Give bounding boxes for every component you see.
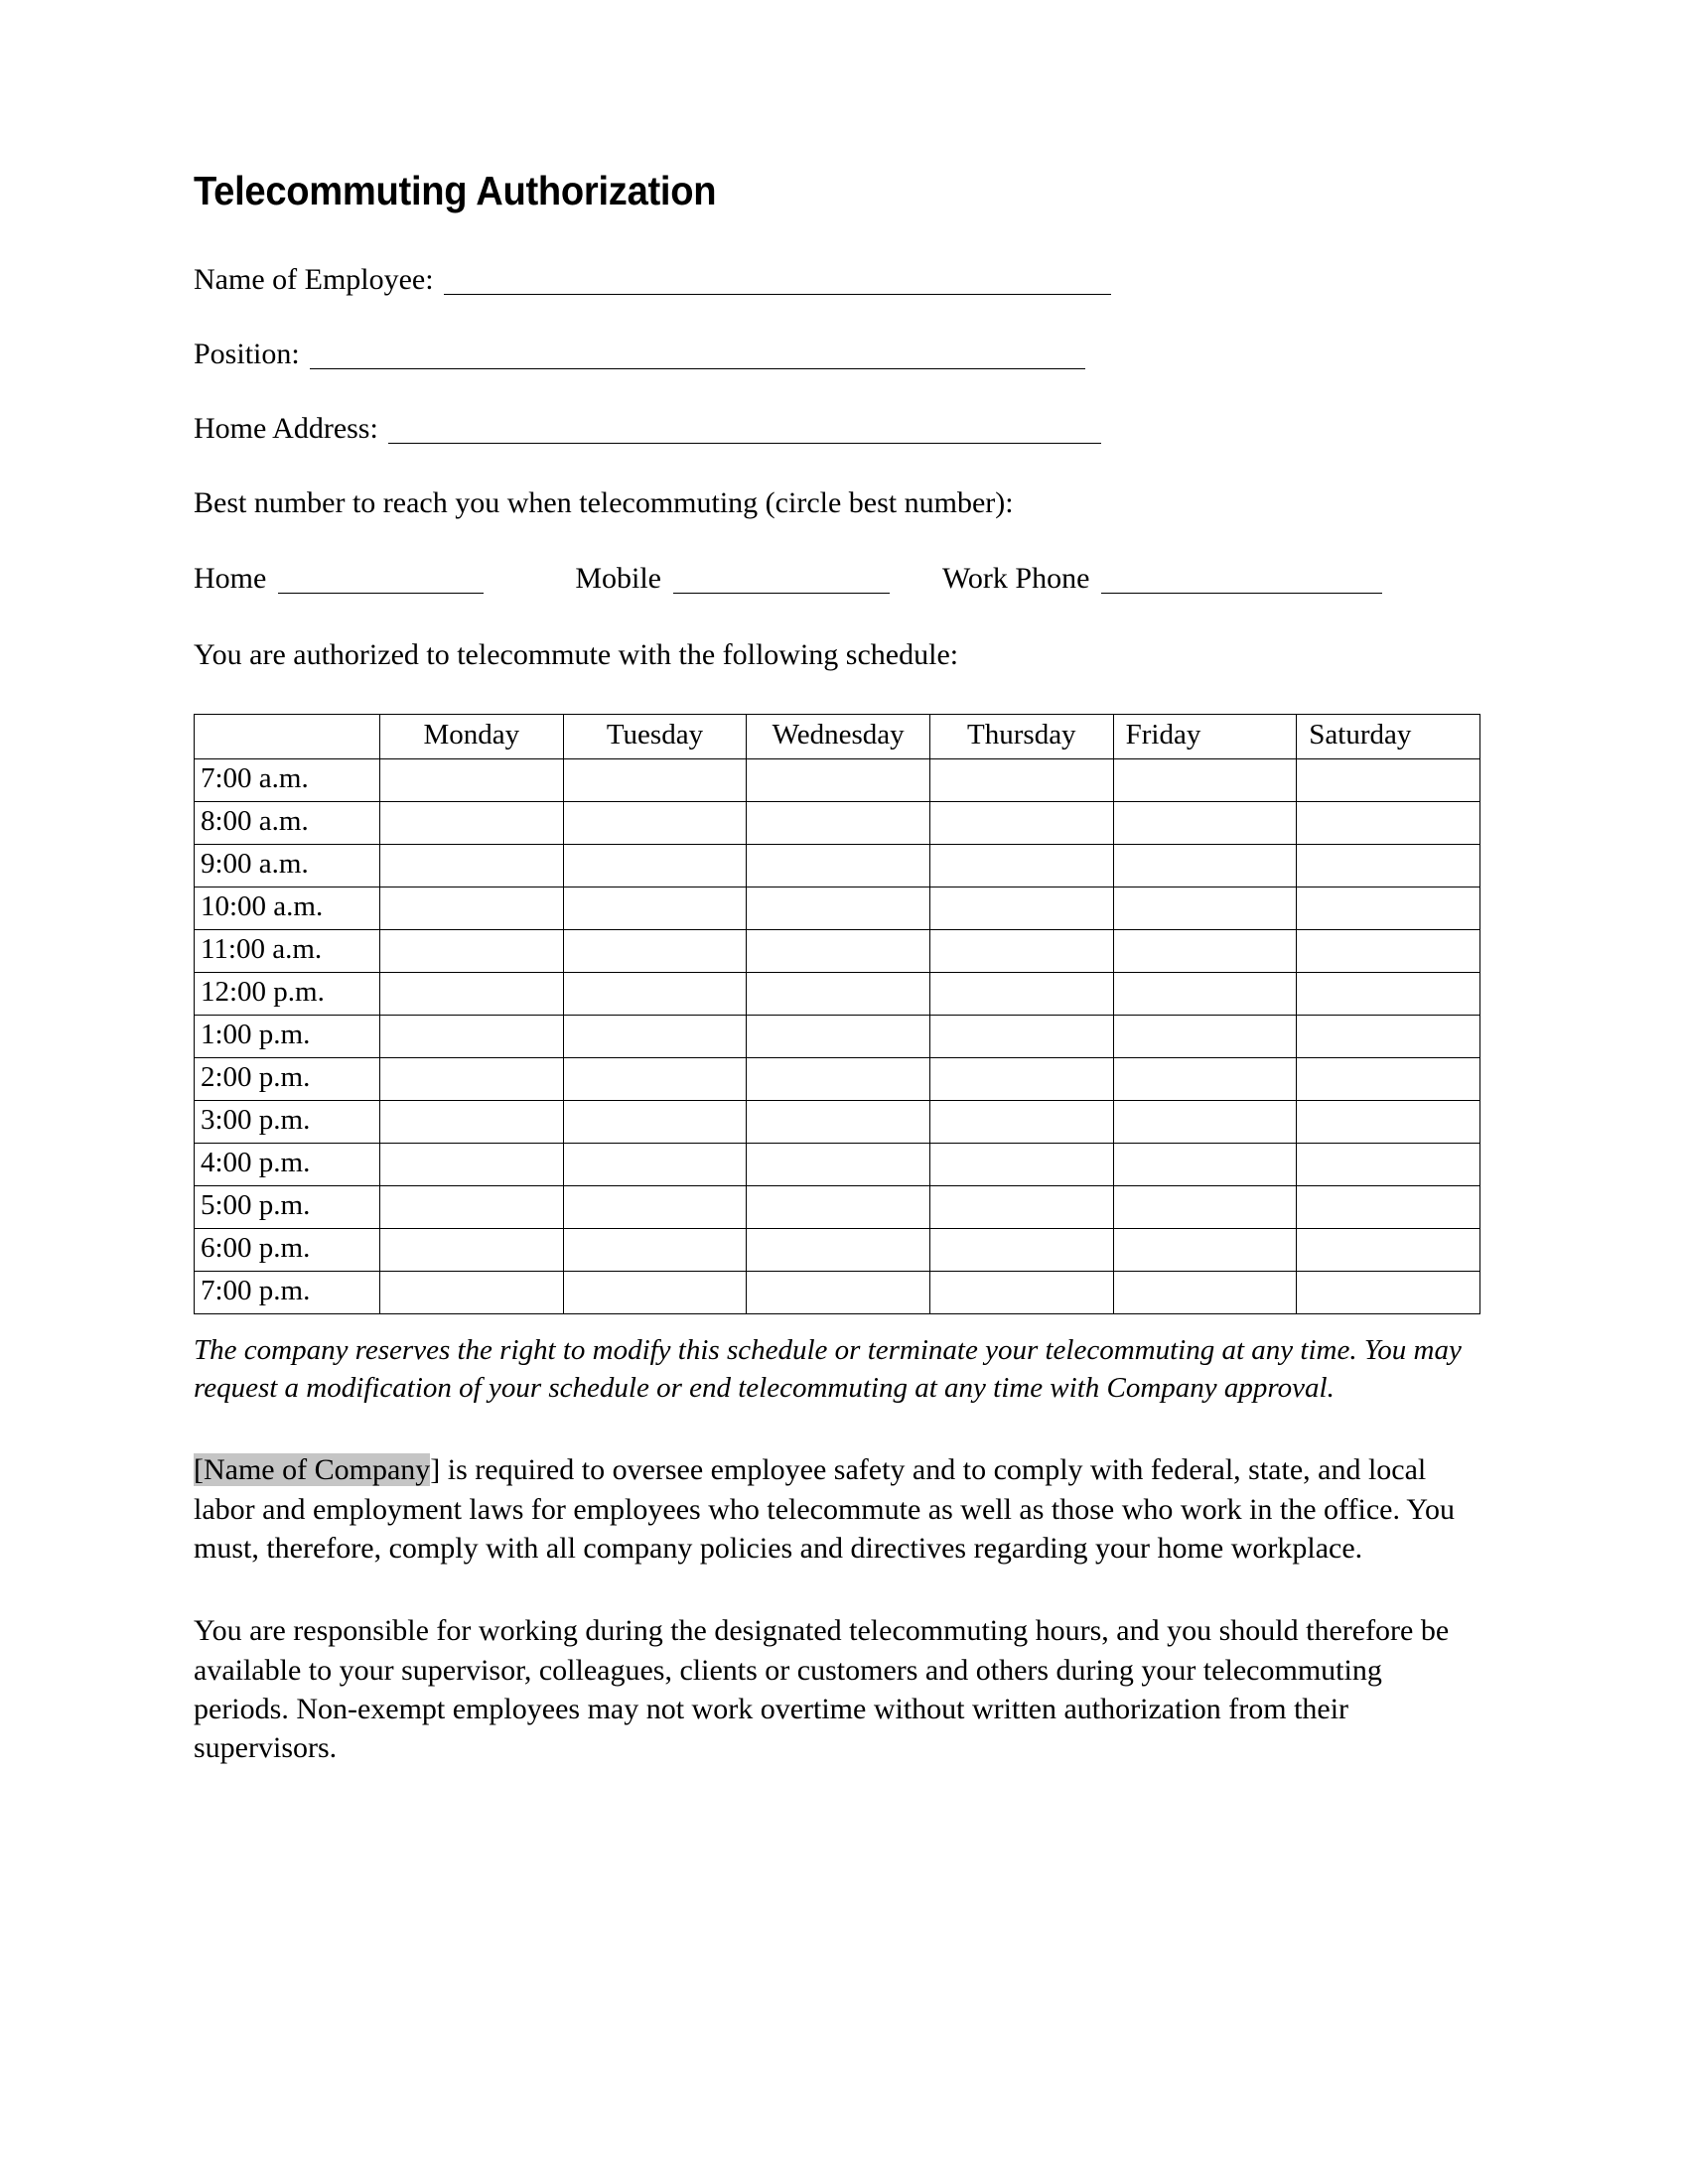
table-row: [195, 1272, 1480, 1314]
mobile-phone-label: Mobile: [575, 562, 661, 596]
schedule-slot-saturday-2[interactable]: [1297, 845, 1480, 887]
schedule-time-label: 1:00 p.m.: [195, 1016, 380, 1058]
schedule-slot-monday-10[interactable]: [380, 1186, 564, 1229]
field-label-name-of-employee: Name of Employee:: [194, 263, 434, 297]
schedule-slot-thursday-8[interactable]: [929, 1101, 1113, 1144]
schedule-time-label: 7:00 p.m.: [195, 1272, 380, 1314]
work-phone-group: [942, 564, 1382, 594]
table-row: [195, 845, 1480, 887]
schedule-time-label: 10:00 a.m.: [195, 887, 380, 930]
schedule-table-body: [195, 759, 1480, 1314]
table-row: [195, 1229, 1480, 1272]
schedule-slot-thursday-7[interactable]: [929, 1058, 1113, 1101]
table-row: [195, 930, 1480, 973]
schedule-slot-thursday-0[interactable]: [929, 759, 1113, 802]
field-row-name-of-employee: [194, 265, 1484, 295]
schedule-header-friday: Friday: [1113, 715, 1297, 759]
home-phone-group: [194, 564, 484, 594]
schedule-slot-friday-5[interactable]: [1113, 973, 1297, 1016]
home-address-input[interactable]: [388, 443, 1101, 444]
field-label-position: Position:: [194, 338, 300, 371]
schedule-slot-friday-2[interactable]: [1113, 845, 1297, 887]
field-label-home-address: Home Address:: [194, 412, 378, 446]
schedule-header-wednesday: Wednesday: [747, 715, 930, 759]
schedule-slot-thursday-4[interactable]: [929, 930, 1113, 973]
schedule-header-thursday: Thursday: [929, 715, 1113, 759]
schedule-slot-thursday-1[interactable]: [929, 802, 1113, 845]
table-row: [195, 1058, 1480, 1101]
schedule-time-label: 11:00 a.m.: [195, 930, 380, 973]
schedule-time-label: 9:00 a.m.: [195, 845, 380, 887]
table-row: [195, 973, 1480, 1016]
schedule-slot-friday-1[interactable]: [1113, 802, 1297, 845]
schedule-slot-monday-5[interactable]: [380, 973, 564, 1016]
schedule-slot-tuesday-11[interactable]: [563, 1229, 747, 1272]
schedule-slot-saturday-11[interactable]: [1297, 1229, 1480, 1272]
employee-responsibility-paragraph: You are responsible for working during the designated telecommuting hours, and you should therefore be available to your supervisor, colleagues, clients or customers and others during your telecommuting periods. Non-exempt employees may not work overtime without written authorization from their supervisors.: [194, 1614, 1450, 1765]
schedule-slot-tuesday-2[interactable]: [563, 845, 747, 887]
name-of-employee-input[interactable]: [444, 294, 1111, 295]
schedule-slot-saturday-9[interactable]: [1297, 1144, 1480, 1186]
schedule-slot-tuesday-8[interactable]: [563, 1101, 747, 1144]
schedule-slot-saturday-6[interactable]: [1297, 1016, 1480, 1058]
schedule-modification-note: The company reserves the right to modify this schedule or terminate your telecommuting at any time. You may request a modification of your schedule or end telecommuting at any time with Company approval.: [194, 1334, 1462, 1404]
schedule-slot-tuesday-1[interactable]: [563, 802, 747, 845]
schedule-slot-friday-10[interactable]: [1113, 1186, 1297, 1229]
company-paragraph-rest: ] is required to oversee employee safety and to comply with federal, state, and local labor and employment laws for employees who telecommute as well as those who work in the office. You must, therefore, comply with all company policies and directives regarding your home workplace.: [194, 1453, 1456, 1566]
schedule-slot-thursday-11[interactable]: [929, 1229, 1113, 1272]
schedule-slot-friday-11[interactable]: [1113, 1229, 1297, 1272]
phone-numbers-row: [194, 564, 1484, 594]
schedule-slot-saturday-0[interactable]: [1297, 759, 1480, 802]
schedule-slot-saturday-8[interactable]: [1297, 1101, 1480, 1144]
table-row: [195, 802, 1480, 845]
schedule-slot-wednesday-1[interactable]: [747, 802, 930, 845]
schedule-slot-friday-7[interactable]: [1113, 1058, 1297, 1101]
schedule-slot-monday-6[interactable]: [380, 1016, 564, 1058]
home-phone-label: Home: [194, 562, 267, 596]
schedule-slot-wednesday-4[interactable]: [747, 930, 930, 973]
schedule-time-label: 12:00 p.m.: [195, 973, 380, 1016]
schedule-slot-saturday-3[interactable]: [1297, 887, 1480, 930]
schedule-slot-tuesday-4[interactable]: [563, 930, 747, 973]
table-row: [195, 1186, 1480, 1229]
schedule-slot-saturday-10[interactable]: [1297, 1186, 1480, 1229]
schedule-slot-wednesday-7[interactable]: [747, 1058, 930, 1101]
schedule-time-label: 5:00 p.m.: [195, 1186, 380, 1229]
schedule-header-saturday: Saturday: [1297, 715, 1480, 759]
table-row: [195, 759, 1480, 802]
schedule-intro-text: You are authorized to telecommute with the following schedule:: [194, 638, 959, 672]
schedule-slot-tuesday-5[interactable]: [563, 973, 747, 1016]
schedule-time-label: 2:00 p.m.: [195, 1058, 380, 1101]
schedule-slot-monday-4[interactable]: [380, 930, 564, 973]
schedule-slot-saturday-4[interactable]: [1297, 930, 1480, 973]
schedule-slot-wednesday-10[interactable]: [747, 1186, 930, 1229]
table-row: [195, 1016, 1480, 1058]
schedule-slot-friday-12[interactable]: [1113, 1272, 1297, 1314]
position-input[interactable]: [310, 368, 1085, 369]
schedule-slot-monday-0[interactable]: [380, 759, 564, 802]
schedule-slot-thursday-5[interactable]: [929, 973, 1113, 1016]
table-row: [195, 887, 1480, 930]
work-phone-label: Work Phone: [942, 562, 1090, 596]
document-content: [194, 169, 1484, 1768]
schedule-slot-friday-4[interactable]: [1113, 930, 1297, 973]
schedule-slot-wednesday-8[interactable]: [747, 1101, 930, 1144]
company-oversight-paragraph: [194, 1450, 1473, 1568]
telecommute-schedule-table: [194, 714, 1480, 1314]
schedule-corner-cell: [195, 715, 380, 759]
schedule-slot-wednesday-5[interactable]: [747, 973, 930, 1016]
schedule-slot-thursday-9[interactable]: [929, 1144, 1113, 1186]
schedule-slot-tuesday-12[interactable]: [563, 1272, 747, 1314]
schedule-slot-saturday-5[interactable]: [1297, 973, 1480, 1016]
schedule-slot-monday-7[interactable]: [380, 1058, 564, 1101]
schedule-slot-monday-9[interactable]: [380, 1144, 564, 1186]
schedule-slot-wednesday-6[interactable]: [747, 1016, 930, 1058]
schedule-slot-friday-9[interactable]: [1113, 1144, 1297, 1186]
schedule-time-label: 4:00 p.m.: [195, 1144, 380, 1186]
page-title: Telecommuting Authorization: [194, 168, 717, 213]
table-row: [195, 1101, 1480, 1144]
best-number-prompt: Best number to reach you when telecommuting (circle best number):: [194, 486, 1014, 520]
schedule-slot-thursday-3[interactable]: [929, 887, 1113, 930]
schedule-slot-wednesday-12[interactable]: [747, 1272, 930, 1314]
field-row-home-address: [194, 414, 1484, 444]
schedule-slot-monday-8[interactable]: [380, 1101, 564, 1144]
schedule-slot-friday-3[interactable]: [1113, 887, 1297, 930]
schedule-slot-thursday-6[interactable]: [929, 1016, 1113, 1058]
table-row: [195, 1144, 1480, 1186]
schedule-slot-friday-8[interactable]: [1113, 1101, 1297, 1144]
schedule-slot-thursday-2[interactable]: [929, 845, 1113, 887]
schedule-slot-thursday-10[interactable]: [929, 1186, 1113, 1229]
schedule-table-head: [195, 715, 1480, 759]
schedule-slot-thursday-12[interactable]: [929, 1272, 1113, 1314]
schedule-header-monday: Monday: [380, 715, 564, 759]
schedule-slot-saturday-12[interactable]: [1297, 1272, 1480, 1314]
schedule-time-label: 8:00 a.m.: [195, 802, 380, 845]
schedule-slot-monday-3[interactable]: [380, 887, 564, 930]
schedule-time-label: 7:00 a.m.: [195, 759, 380, 802]
schedule-time-label: 3:00 p.m.: [195, 1101, 380, 1144]
schedule-slot-wednesday-0[interactable]: [747, 759, 930, 802]
schedule-slot-tuesday-0[interactable]: [563, 759, 747, 802]
mobile-phone-group: [575, 564, 890, 594]
schedule-slot-tuesday-10[interactable]: [563, 1186, 747, 1229]
schedule-header-row: [195, 715, 1480, 759]
schedule-time-label: 6:00 p.m.: [195, 1229, 380, 1272]
schedule-header-tuesday: Tuesday: [563, 715, 747, 759]
home-phone-input[interactable]: [278, 593, 484, 594]
schedule-slot-saturday-7[interactable]: [1297, 1058, 1480, 1101]
schedule-slot-wednesday-3[interactable]: [747, 887, 930, 930]
schedule-slot-monday-12[interactable]: [380, 1272, 564, 1314]
schedule-slot-wednesday-9[interactable]: [747, 1144, 930, 1186]
schedule-slot-tuesday-6[interactable]: [563, 1016, 747, 1058]
schedule-slot-tuesday-9[interactable]: [563, 1144, 747, 1186]
schedule-slot-saturday-1[interactable]: [1297, 802, 1480, 845]
schedule-slot-monday-2[interactable]: [380, 845, 564, 887]
schedule-slot-monday-1[interactable]: [380, 802, 564, 845]
schedule-slot-friday-0[interactable]: [1113, 759, 1297, 802]
schedule-slot-wednesday-11[interactable]: [747, 1229, 930, 1272]
schedule-slot-friday-6[interactable]: [1113, 1016, 1297, 1058]
field-row-position: [194, 340, 1484, 369]
work-phone-input[interactable]: [1101, 593, 1382, 594]
mobile-phone-input[interactable]: [673, 593, 890, 594]
schedule-slot-wednesday-2[interactable]: [747, 845, 930, 887]
schedule-slot-tuesday-3[interactable]: [563, 887, 747, 930]
company-name-placeholder[interactable]: [Name of Company: [194, 1453, 431, 1487]
schedule-slot-tuesday-7[interactable]: [563, 1058, 747, 1101]
schedule-slot-monday-11[interactable]: [380, 1229, 564, 1272]
